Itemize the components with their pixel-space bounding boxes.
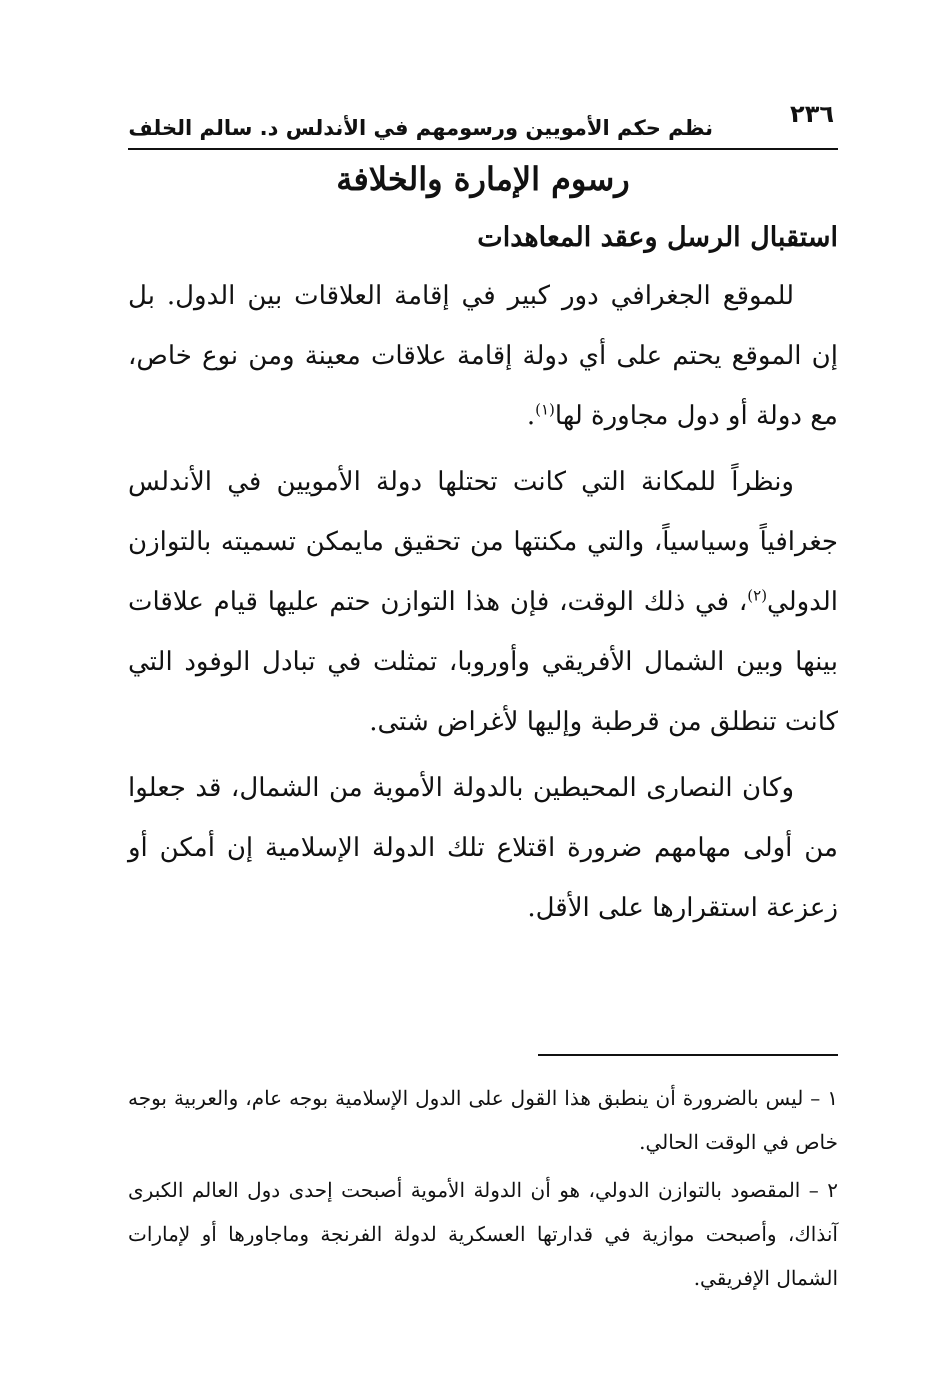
- section-title: استقبال الرسل وعقد المعاهدات: [477, 222, 838, 253]
- footnote-marker-2: (٢): [747, 586, 768, 605]
- paragraph-text: .: [526, 401, 536, 431]
- paragraph-3: [128, 758, 838, 938]
- footnote-2: ٢ – المقصود بالتوازن الدولي، هو أن الدولة الأموية أصبحت إحدى دول العالم الكبرى آنذاك، وأصبحت موازية في قدارتها العسكرية لدولة الفرنجة وماجاورها أو لإمارات الشمال الإفريقي.: [128, 1178, 838, 1290]
- running-title: نظم حكم الأمويين ورسومهم في الأندلس د. سالم الخلف: [128, 116, 713, 140]
- footnote-divider: [538, 1054, 838, 1056]
- paragraph-text: للموقع الجغرافي دور كبير في إقامة العلاقات بين الدول. بل إن الموقع يحتم على أي دولة إقامة علاقات معينة ومن نوع خاص، مع دولة أو دول مجاورة لها: [128, 281, 838, 431]
- paragraph-text: وكان النصارى المحيطين بالدولة الأموية من الشمال، قد جعلوا من أولى مهامهم ضرورة اقتلاع تلك الدولة الإسلامية إن أمكن أو زعزعة استقرارها على الأقل.: [128, 773, 838, 923]
- footnote-marker-1: (١): [535, 400, 555, 419]
- page-number: ٢٣٦: [790, 100, 834, 128]
- paragraph-text: ونظراً للمكانة التي كانت تحتلها دولة الأمويين في الأندلس جغرافياً وسياسياً، والتي مكنتها من تحقيق مايمكن تسميته بالتوازن الدولي: [128, 467, 838, 617]
- running-header: [128, 100, 838, 150]
- footnote-1: ١ – ليس بالضرورة أن ينطبق هذا القول على الدول الإسلامية بوجه عام، والعربية بوجه خاص في الوقت الحالي.: [128, 1086, 838, 1154]
- body-text: [128, 266, 838, 944]
- paragraph-text: ، في ذلك الوقت، فإن هذا التوازن حتم عليها قيام علاقات بينها وبين الشمال الأفريقي وأوروبا، تمثلت في تبادل الوفود التي كانت تنطلق من قرطبة وإليها لأغراض شتى.: [128, 587, 838, 737]
- paragraph-2: [128, 452, 838, 752]
- paragraph-1: [128, 266, 838, 446]
- footnotes: [128, 1076, 838, 1304]
- chapter-title: رسوم الإمارة والخلافة: [336, 160, 630, 198]
